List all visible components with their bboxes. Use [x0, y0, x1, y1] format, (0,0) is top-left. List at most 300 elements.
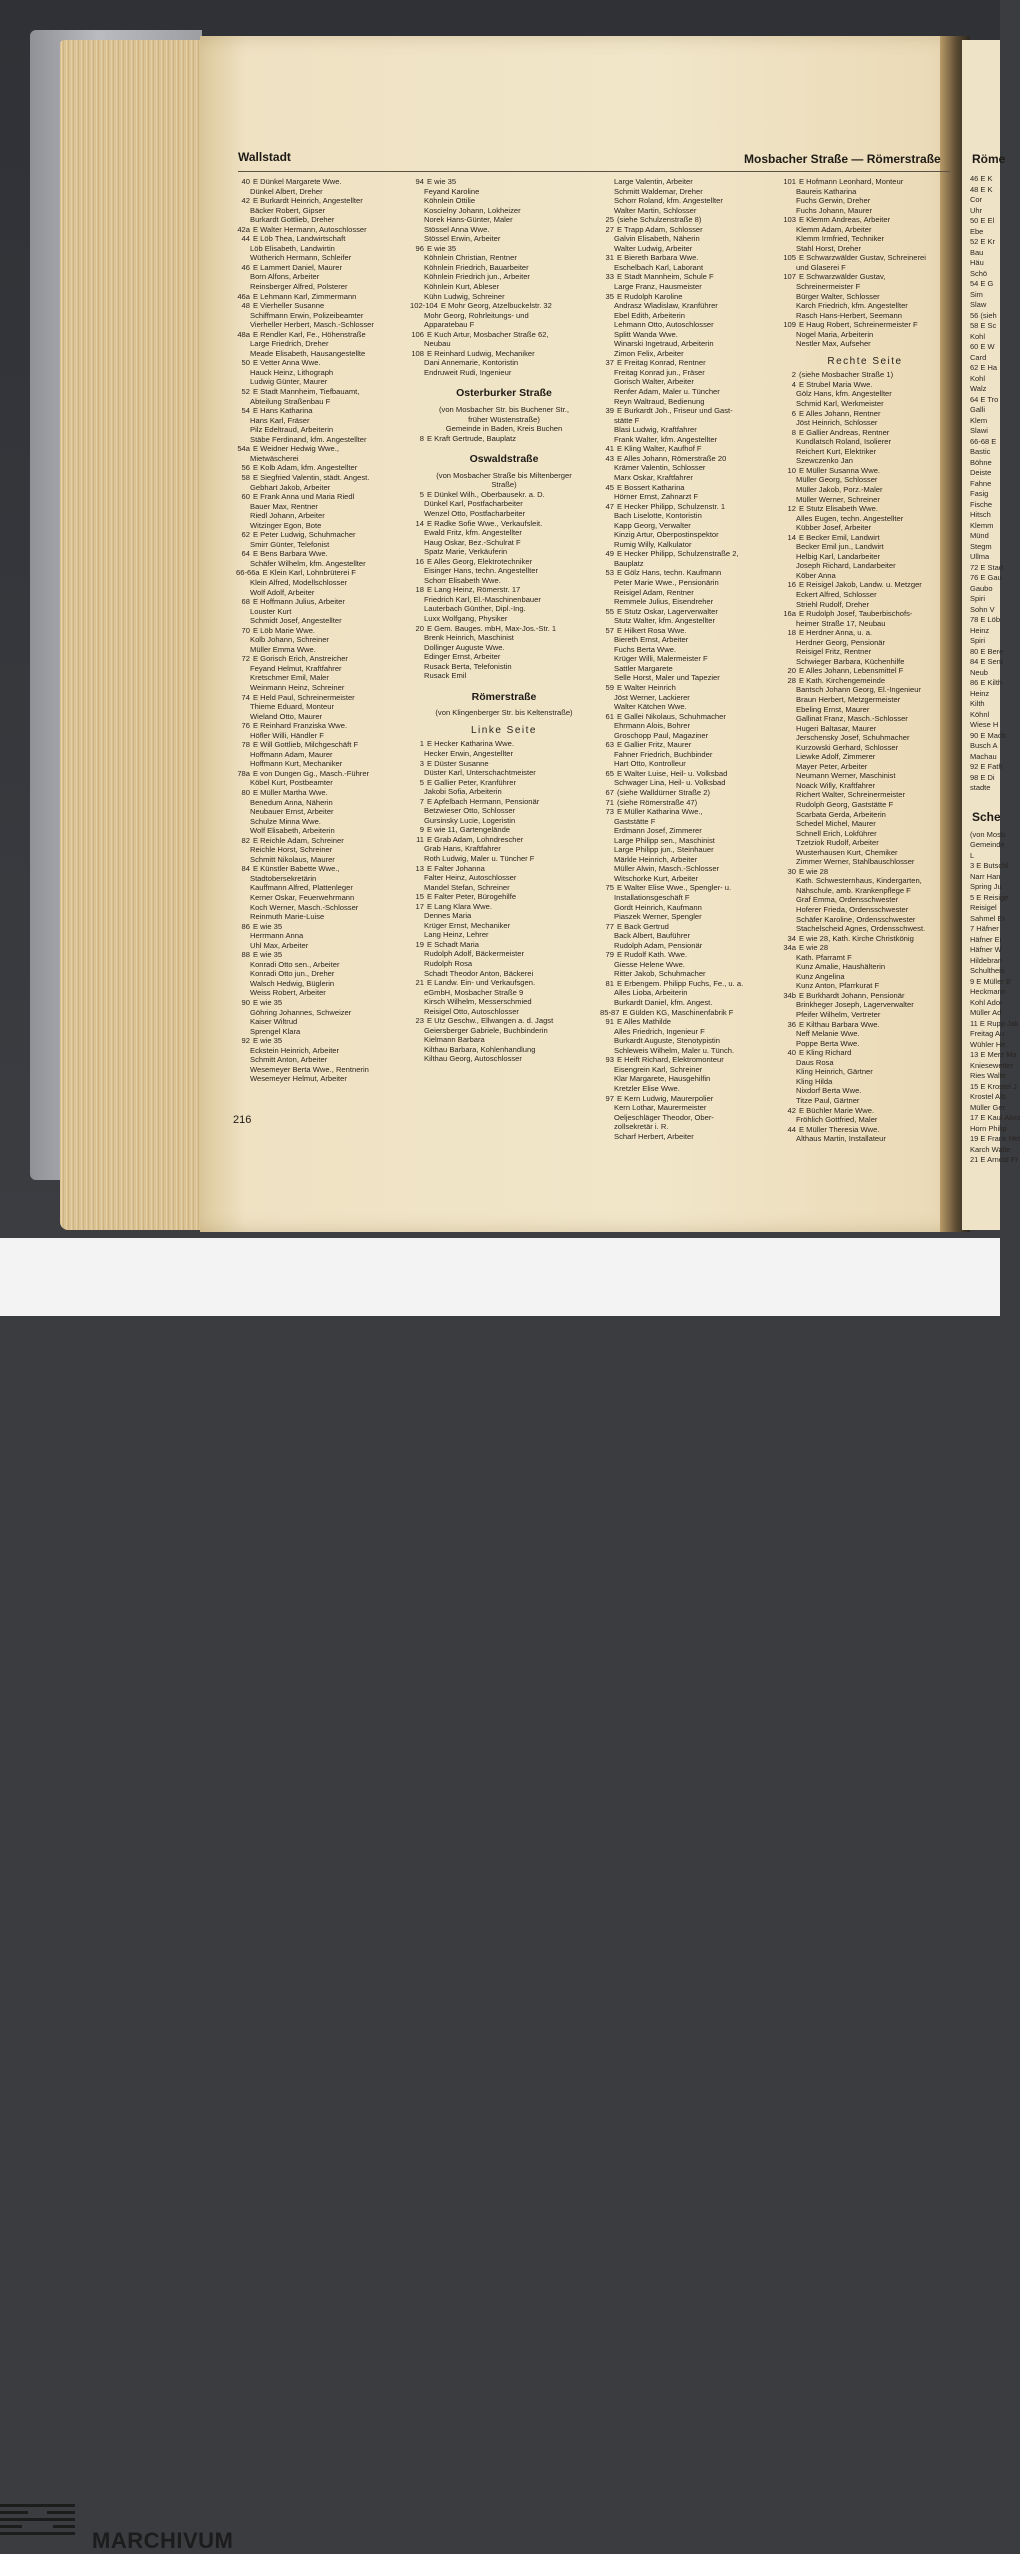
resident-line: Feyand Karoline [424, 186, 480, 196]
resident-line: Kath. Schwesternhaus, Kindergarten, [796, 876, 922, 886]
next-page-section-heading: Sche [972, 809, 1001, 824]
resident-line: Lauterbach Günther, Dipl.-Ing. [424, 604, 526, 614]
resident-line: stätte F [614, 415, 640, 425]
resident-line: Wieland Otto, Maurer [250, 711, 323, 721]
resident-line: Stössel Anna Wwe. [424, 224, 490, 234]
owner-text: E Gölz Hans, techn. Kaufmann [617, 568, 722, 578]
resident-line: Baureis Katharina [796, 186, 857, 196]
resident-line: Fuchs Berta Wwe. [614, 644, 677, 654]
street-description: Gemeinde in Baden, Kreis Buchen [445, 424, 563, 434]
owner-text: E Dünkel Wilh., Oberbausekr. a. D. [427, 489, 545, 499]
next-page-line: 58 E Sc [970, 321, 997, 330]
next-page-line: Ries Walte [970, 1071, 1006, 1080]
resident-line: Müller Jakob, Porz.-Maler [796, 484, 883, 494]
house-number: 42 [787, 1105, 796, 1115]
owner-text: E Vetter Anna Wwe. [253, 358, 321, 368]
resident-line: Stössel Erwin, Arbeiter [424, 234, 501, 244]
owner-text: E Schadt Maria [427, 939, 479, 949]
house-entry [410, 490, 598, 500]
resident-line: Kirsch Wilhelm, Messerschmied [424, 997, 532, 1007]
owner-text: E wie 35 [427, 177, 457, 186]
owner-text: E Kuch Artur, Mosbacher Straße 62, [427, 329, 549, 339]
house-entry [782, 215, 948, 225]
house-number: 73 [605, 807, 614, 817]
resident-line: Wütherich Hermann, Schleifer [250, 253, 352, 263]
resident-line: Benedum Anna, Näherin [250, 797, 333, 807]
resident-line: Erdmann Josef, Zimmerer [614, 826, 702, 836]
owner-text: E Walter Heinrich [617, 682, 676, 692]
resident-line: Splitt Wanda Wwe. [614, 329, 678, 339]
house-entry [600, 788, 780, 798]
owner-text: E Herdner Anna, u. a. [799, 628, 873, 638]
house-number: 12 [787, 504, 796, 514]
house-number: 30 [787, 866, 796, 876]
owner-text: (siehe Walldürner Straße 2) [617, 788, 710, 797]
house-number: 40 [787, 1048, 796, 1058]
next-page-line: 54 E G [970, 279, 994, 288]
resident-line: Kling Heinrich, Gärtner [796, 1067, 873, 1077]
house-number: 14 [415, 518, 424, 528]
house-number: 28 [787, 675, 796, 685]
next-page-line: 92 E Fath [970, 762, 1003, 771]
house-entry [236, 292, 404, 302]
next-page-line: Spiri [970, 636, 986, 645]
owner-text: E Kath. Kirchengemeinde [799, 675, 886, 685]
resident-line: Back Albert, Bauführer [614, 931, 690, 941]
house-entry [410, 797, 598, 807]
house-entry [600, 922, 780, 932]
resident-line: Schäfer Wilhelm, kfm. Angestellter [250, 558, 366, 568]
house-number: 76 [241, 721, 250, 731]
house-number: 17 [415, 901, 424, 911]
house-entry [782, 253, 948, 263]
resident-line: Peter Marie Wwe., Pensionärin [614, 577, 719, 587]
resident-line: Wesemeyer Helmut, Arbeiter [250, 1074, 347, 1084]
next-page-line: Heinz [970, 688, 990, 698]
resident-line: Daus Rosa [796, 1057, 834, 1067]
street-description: (von Mosbacher Straße bis Miltenberger [436, 470, 572, 480]
house-number: 34a [783, 943, 796, 953]
house-entry [782, 409, 948, 419]
resident-line: Bantsch Johann Georg, El.-Ingenieur [796, 685, 921, 695]
resident-line: Noack Willy, Kraftfahrer [796, 780, 876, 790]
resident-line: Spatz Marie, Verkäuferin [424, 547, 508, 557]
next-page-line: Wühler He [970, 1039, 1006, 1049]
resident-line: Winarski Ingetraud, Arbeiterin [614, 339, 714, 349]
resident-line: Weiss Robert, Arbeiter [250, 988, 326, 998]
house-entry [782, 991, 948, 1001]
house-number: 94 [415, 177, 424, 186]
resident-line: Stachelscheid Agnes, Ordensschwest. [796, 924, 926, 934]
resident-line: Luxx Wolfgang, Physiker [424, 613, 508, 623]
house-number: 59 [605, 682, 614, 692]
resident-line: Klemm Irmfried, Techniker [796, 234, 885, 244]
next-page-line: Hitsch [970, 510, 991, 519]
resident-line: Krämer Valentin, Schlosser [614, 463, 706, 473]
owner-text: E Gorisch Erich, Anstreicher [253, 654, 348, 664]
house-number: 2 [791, 370, 796, 380]
next-page-line: Kilth [970, 699, 985, 708]
house-number: 52 [241, 387, 250, 397]
owner-text: E Löb Thea, Landwirtschaft [253, 234, 346, 244]
resident-line: Walter Ludwig, Arbeiter [614, 243, 693, 253]
owner-text: E Vierheller Susanne [253, 301, 325, 311]
next-page-line: 84 E Sent [970, 657, 1003, 666]
owner-text: E Müller Katharina Wwe., [617, 807, 703, 817]
house-entry [236, 1036, 404, 1046]
house-entry [600, 1008, 780, 1018]
resident-line: Rusack Berta, Telefonistin [424, 661, 512, 671]
house-number: 41 [605, 444, 614, 454]
owner-text: E Burkardt Heinrich, Angestellter [253, 196, 363, 206]
owner-text: E Reinhard Franziska Wwe. [253, 721, 348, 731]
house-number: 14 [787, 532, 796, 542]
house-entry [782, 466, 948, 476]
house-entry [600, 626, 780, 636]
owner-text: E Rudolph Josef, Tauberbischofs- [799, 609, 913, 619]
resident-line: Neubauer Ernst, Arbeiter [250, 807, 334, 817]
house-number: 8 [791, 427, 796, 437]
resident-line: Vierheller Herbert, Masch.-Schlosser [250, 320, 374, 330]
house-number: 40 [241, 177, 250, 186]
resident-line: Kunz Anton, Pfarrkurat F [796, 981, 880, 991]
next-page-line: Müller Ad [970, 1008, 1002, 1017]
resident-line: Dollinger Auguste Wwe. [424, 642, 505, 652]
resident-line: Poppe Berta Wwe. [796, 1038, 860, 1048]
resident-line: Remmele Julius, Eisendreher [614, 597, 714, 607]
resident-line: Scarbata Gerda, Arbeiterin [796, 809, 886, 819]
resident-line: Striehl Rudolf, Dreher [796, 599, 870, 609]
resident-line: Sattler Margarete [614, 663, 673, 673]
next-page-line: Häu [970, 258, 984, 267]
resident-line: Köhnlein Ottilie [424, 196, 476, 206]
resident-line: Kinzig Artur, Oberpostinspektor [614, 530, 719, 540]
house-number: 47 [605, 501, 614, 511]
next-page-line: 52 E Kr [970, 237, 996, 246]
next-page-line: Heckmann [970, 987, 1006, 996]
next-page-line: Card [970, 352, 987, 362]
next-page-line: Fasig [970, 489, 989, 498]
resident-line: Bauplatz [614, 558, 644, 568]
resident-line: Schmidt Josef, Angestellter [250, 616, 342, 626]
owner-text: E Bens Barbara Wwe. [253, 549, 328, 559]
house-entry [410, 940, 598, 950]
resident-line: Althaus Martin, Installateur [796, 1134, 886, 1144]
house-entry [600, 883, 780, 893]
resident-line: Reinmuth Marie-Luise [250, 912, 325, 922]
owner-text: E Weidner Hedwig Wwe., [253, 444, 339, 454]
resident-line: Märkle Heinrich, Arbeiter [614, 854, 698, 864]
owner-text: (siehe Mosbacher Straße 1) [799, 370, 894, 380]
owner-text: E Stutz Elisabeth Wwe. [799, 504, 878, 514]
owner-text: (siehe Schulzenstraße 8) [617, 215, 702, 225]
house-entry [236, 387, 404, 397]
next-page-line: Fahne [970, 478, 992, 488]
resident-line: Jöst Werner, Lackierer [614, 692, 690, 702]
resident-line: Hecker Erwin, Angestellter [424, 748, 514, 758]
owner-text: E Schwarzwälder Gustav, Schreinerei [799, 253, 926, 263]
house-number: 109 [783, 320, 796, 330]
resident-line: Hugeri Baltasar, Maurer [796, 723, 877, 733]
resident-line: Pfeifer Wilhelm, Vertreter [796, 1010, 881, 1020]
next-page-line: Schultheis [970, 966, 1005, 975]
house-entry [782, 609, 948, 619]
house-entry [782, 943, 948, 953]
house-number: 78a [237, 768, 250, 778]
resident-line: Köhnlein Kurt, Ableser [424, 282, 500, 292]
resident-line: Liewke Adolf, Zimmerer [796, 752, 876, 762]
next-page-line: Sim [970, 289, 983, 299]
resident-line: Dennes Maria [424, 911, 472, 921]
resident-line: Kilthau Barbara, Kohlenhandlung [424, 1044, 536, 1054]
resident-line: Müller Alwin, Masch.-Schlosser [614, 864, 720, 874]
house-number: 97 [605, 1093, 614, 1103]
resident-line: Gorisch Walter, Arbeiter [614, 377, 694, 387]
house-entry [600, 454, 780, 464]
house-number: 7 [419, 796, 424, 806]
street-side-label: Rechte Seite [827, 355, 903, 367]
next-page-line: Hildebran [970, 955, 1003, 965]
resident-line: Reisigel Fritz, Rentner [796, 647, 872, 657]
house-number: 91 [605, 1017, 614, 1027]
house-number: 64 [241, 549, 250, 559]
house-number: 72 [241, 654, 250, 664]
resident-line: Ewald Fritz, kfm. Angestellter [424, 528, 522, 538]
house-entry [236, 626, 404, 636]
next-page-line: Uhr [970, 205, 983, 215]
house-entry [600, 502, 780, 512]
resident-line: Hoffmann Kurt, Mechaniker [250, 759, 343, 769]
resident-line: Kunz Angelina [796, 971, 845, 981]
next-page-line: 90 E Mach [970, 730, 1006, 740]
resident-line: Reichle Horst, Schreiner [250, 845, 333, 855]
owner-text: E Reinhard Ludwig, Mechaniker [427, 348, 535, 358]
street-heading: Osterburker Straße [456, 387, 552, 400]
house-entry [236, 654, 404, 664]
owner-text: E wie 35 [253, 998, 283, 1008]
resident-line: Norek Hans-Günter, Maler [424, 215, 513, 225]
resident-line: Wolf Adolf, Arbeiter [250, 587, 315, 597]
house-number: 10 [787, 465, 796, 475]
resident-line: Schadt Theodor Anton, Bäckerei [424, 968, 534, 978]
owner-text: E Back Gertrud [617, 921, 669, 931]
owner-text: E Mohr Georg, Atzelbuckelstr. 32 [440, 301, 552, 311]
resident-line: Kapp Georg, Verwalter [614, 520, 691, 530]
owner-text: E Peter Ludwig, Schuhmacher [253, 530, 356, 540]
house-number: 42a [237, 224, 250, 234]
next-page-line: 48 E K [970, 184, 993, 194]
resident-line: Köhnlein Friedrich, Bauarbeiter [424, 262, 529, 272]
owner-text: E Freitag Konrad, Rentner [617, 358, 706, 368]
next-page-header: Röme [972, 152, 1006, 166]
next-page-line: Münd [970, 531, 989, 540]
house-entry [600, 1094, 780, 1104]
owner-text: E wie 28 [799, 943, 829, 953]
next-page-line: 11 E Rupp Jak [970, 1018, 1019, 1028]
resident-line: Large Philipp sen., Maschinist [614, 835, 715, 845]
house-number: 103 [783, 215, 796, 225]
house-entry [236, 740, 404, 750]
owner-text: E Löb Marie Wwe. [253, 625, 316, 635]
house-entry [410, 778, 598, 788]
house-number: 48 [241, 301, 250, 311]
house-number: 21 [415, 978, 424, 988]
owner-text: E Falter Johanna [427, 863, 485, 873]
resident-line: eGmbH, Mosbacher Straße 9 [424, 987, 524, 997]
resident-line: Brinkheger Joseph, Lagerverwalter [796, 1000, 914, 1010]
house-number: 20 [415, 623, 424, 633]
resident-line: Uhl Max, Arbeiter [250, 940, 309, 950]
house-number: 43 [605, 453, 614, 463]
resident-line: Meade Elisabeth, Hausangestellte [250, 348, 366, 358]
resident-line: Louster Kurt [250, 606, 292, 616]
next-page-line: 46 E K [970, 174, 993, 183]
resident-line: Graf Emma, Ordensschwester [796, 895, 899, 905]
owner-text: E Heift Richard, Elektromonteur [617, 1055, 724, 1065]
resident-line: Stäbe Ferdinand, kfm. Angestellter [250, 434, 367, 444]
house-number: 44 [787, 1124, 796, 1134]
owner-text: E Kling Walter, Kaufhof F [617, 444, 702, 454]
resident-line: Köber Anna [796, 570, 836, 580]
house-number: 4 [791, 379, 796, 389]
resident-line: Brenk Heinrich, Maschinist [424, 633, 514, 643]
resident-line: Andrasz Wladislaw, Kranführer [614, 301, 718, 311]
next-page-line: 76 E Gau [970, 573, 1002, 582]
resident-line: Rusack Emil [424, 671, 467, 681]
next-page-line: 98 E Di [970, 772, 995, 782]
next-page-line: 9 E Müller E [970, 976, 1011, 986]
next-page-line: 50 E El [970, 216, 995, 225]
house-entry [600, 358, 780, 368]
resident-line: Alles Friedrich, Ingenieur F [614, 1026, 705, 1036]
house-entry [410, 1016, 598, 1026]
house-number: 54a [237, 444, 250, 454]
owner-text: E Hecker Katharina Wwe. [427, 739, 514, 749]
resident-line: Nogel Maria, Arbeiterin [796, 329, 874, 339]
resident-line: Neumann Werner, Maschinist [796, 771, 896, 781]
house-number: 44 [241, 234, 250, 244]
next-page-line: (von Mosb [970, 829, 1006, 839]
house-entry [782, 320, 948, 330]
house-entry [236, 530, 404, 540]
resident-line: Klein Alfred, Modellschlosser [250, 577, 348, 587]
owner-text: E Gallei Nikolaus, Schuhmacher [617, 711, 726, 721]
resident-line: Schwager Lina, Heil- u. Volksbad [614, 778, 726, 788]
owner-text: E Trapp Adam, Schlosser [617, 224, 703, 234]
resident-line: Walter Kätchen Wwe. [614, 702, 687, 712]
owner-text: E Hilkert Rosa Wwe. [617, 625, 687, 635]
house-number: 108 [411, 348, 424, 358]
resident-line: Braun Herbert, Metzgermeister [796, 694, 901, 704]
resident-line: Apparatebau F [424, 320, 475, 330]
house-entry [236, 358, 404, 368]
house-entry [236, 693, 404, 703]
house-entry [600, 215, 780, 225]
owner-text: E Rudolph Karoline [617, 291, 683, 301]
house-entry [782, 504, 948, 514]
house-entry [236, 473, 404, 483]
resident-line: Wenzel Otto, Postfacharbeiter [424, 508, 526, 518]
resident-line: Smirr Günter, Telefonist [250, 539, 330, 549]
next-page-line: Machau [970, 751, 997, 761]
page-header-right: Mosbacher Straße — Römerstraße [744, 152, 941, 166]
resident-line: Piaszek Werner, Spengler [614, 912, 702, 922]
resident-line: Gordt Heinrich, Kaufmann [614, 902, 702, 912]
next-page-line: 56 (sieh [970, 310, 997, 320]
resident-line: Rudolph Adam, Pensionär [614, 940, 703, 950]
next-page-line: 86 E Kilth [970, 678, 1003, 687]
next-page-line: Karch Walte [970, 1144, 1011, 1154]
resident-line: Müller Georg, Schlosser [796, 475, 878, 485]
resident-line: Gallinat Franz, Masch.-Schlosser [796, 714, 908, 724]
street-description: (von Mosbacher Str. bis Buchener Str., [439, 405, 569, 415]
resident-line: Grab Hans, Kraftfahrer [424, 844, 501, 854]
house-number: 37 [605, 358, 614, 368]
owner-text: E Müller Susanna Wwe. [799, 465, 881, 475]
owner-text: E Held Paul, Schreinermeister [253, 692, 355, 702]
resident-line: Schorr Elisabeth Wwe. [424, 575, 501, 585]
house-entry [600, 712, 780, 722]
resident-line: Born Alfons, Arbeiter [250, 272, 320, 282]
owner-text: E Kraft Gertrude, Bauplatz [427, 433, 517, 443]
resident-line: Köhnlein Friedrich jun., Arbeiter [424, 272, 530, 282]
owner-text: E Stadt Mannheim, Schule F [617, 272, 714, 282]
house-entry [236, 549, 404, 559]
house-entry [410, 825, 598, 835]
house-number: 84 [241, 864, 250, 874]
owner-text: E Walter Elise Wwe., Spengler- u. [617, 883, 732, 893]
resident-line: Large Valentin, Arbeiter [614, 177, 693, 186]
house-entry [410, 835, 598, 845]
resident-line: Joseph Richard, Landarbeiter [796, 561, 896, 571]
house-entry [410, 624, 598, 634]
street-side-label: Linke Seite [471, 724, 537, 736]
house-entry [410, 585, 598, 595]
resident-line: Eisengrein Karl, Schreiner [614, 1064, 703, 1074]
owner-text: E Lang Heinz, Römerstr. 17 [427, 585, 521, 595]
next-page-line: Kohl Ador [970, 997, 1003, 1007]
resident-line: Riedl Johann, Arbeiter [250, 511, 325, 521]
house-number: 25 [605, 215, 614, 225]
street-description: früher Wüstenstraße) [468, 414, 540, 424]
house-entry [236, 568, 404, 578]
resident-line: Rasch Hans-Herbert, Seemann [796, 310, 902, 320]
resident-line: Köbel Kurt, Postbeamter [250, 778, 333, 788]
resident-line: Hans Karl, Fräser [250, 415, 310, 425]
house-number: 90 [241, 998, 250, 1008]
house-number: 78 [241, 740, 250, 750]
resident-line: Lang Heinz, Lehrer [424, 930, 489, 940]
house-number: 11 [416, 834, 424, 844]
next-page-line: Neub [970, 667, 988, 677]
resident-line: Marx Oskar, Kraftfahrer [614, 472, 693, 482]
owner-text: (siehe Römerstraße 47) [617, 797, 698, 807]
house-entry [236, 788, 404, 798]
house-number: 105 [783, 253, 796, 263]
resident-line: Kühn Ludwig, Schreiner [424, 291, 505, 301]
resident-line: Schäfer Karoline, Ordensschwester [796, 914, 916, 924]
owner-text: E Kolb Adam, kfm. Angestellter [253, 463, 358, 473]
resident-line: Mayer Peter, Arbeiter [796, 761, 868, 771]
resident-line: Schleweis Wilhelm, Maler u. Tünch. [614, 1045, 735, 1055]
next-page-line: Stegm [970, 541, 992, 551]
resident-line: Fuchs Johann, Maurer [796, 205, 872, 215]
owner-text: E Hecker Philipp, Schulzenstraße 2, [617, 549, 739, 559]
owner-text: E Siegfried Valentin, städt. Angest. [253, 472, 370, 482]
owner-text: E Büchler Marie Wwe. [799, 1105, 875, 1115]
resident-line: Wesemeyer Berta Wwe., Rentnerin [250, 1064, 369, 1074]
house-number: 9 [419, 825, 424, 835]
